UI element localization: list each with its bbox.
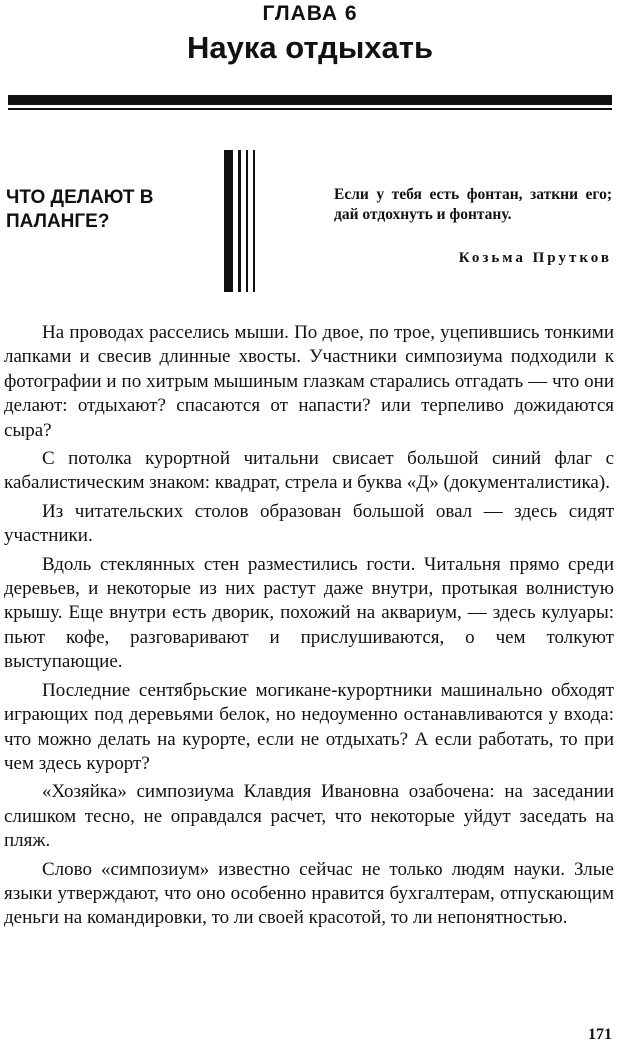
header-rule-thick <box>8 95 612 105</box>
paragraph: На проводах расселись мыши. По двое, по трое, уцепившись тонкими лапками и свесив длинные хвосты. Участники симпозиума подходили к фотографии и по хитрым мышиным глазкам старались отгадать — что они делают: отдыхают? спасаются от напасти? или терпеливо дожидаются сыра? <box>4 322 614 441</box>
paragraph: «Хозяйка» симпозиума Клавдия Ивановна озабочена: на заседании слишком тесно, не оправдался расчет, что некоторые уйдут заседать на пляж. <box>4 781 614 852</box>
paragraph: Из читательских столов образован большой овал — здесь сидят участники. <box>4 500 614 547</box>
epigraph-author: Козьма Прутков <box>458 250 612 266</box>
header-rule-thin <box>8 108 612 110</box>
chapter-title: Наука отдыхать <box>186 30 434 65</box>
page-number: 171 <box>588 1026 612 1043</box>
body-text <box>4 321 614 935</box>
decorative-bar <box>253 150 255 292</box>
chapter-label: ГЛАВА 6 <box>262 2 358 25</box>
decorative-bar <box>224 150 233 292</box>
section-heading: ЧТО ДЕЛАЮТ В ПАЛАНГЕ? <box>6 187 154 232</box>
decorative-bar <box>238 150 241 292</box>
epigraph-text: Если у тебя есть фонтан, заткни его; дай отдохнуть и фонтану. <box>334 186 612 223</box>
paragraph: Вдоль стеклянных стен разместились гости. Читальня прямо среди деревьев, и некоторые из них растут даже внутри, протыкая волнистую крышу. Еще внутри есть дворик, похожий на аквариум, — здесь кулуары: пьют кофе, разговаривают и прислушиваются, о чем толкуют выступающие. <box>4 553 614 673</box>
paragraph: Последние сентябрьские могикане-курортники машинально обходят играющих под деревьями белок, но недоуменно останавливаются у входа: что можно делать на курорте, если не отдыхать? А если работать, то при чем здесь курорт? <box>4 679 614 774</box>
paragraph: С потолка курортной читальни свисает большой синий флаг с кабалистическим знаком: квадрат, стрела и буква «Д» (документалистика). <box>4 448 614 494</box>
paragraph: Слово «симпозиум» известно сейчас не только людям науки. Злые языки утверждают, что оно особенно нравится бухгалтерам, отпускающим деньги на командировки, то ли своей красотой, то ли непонятностью. <box>4 858 614 929</box>
decorative-bar <box>246 150 248 292</box>
